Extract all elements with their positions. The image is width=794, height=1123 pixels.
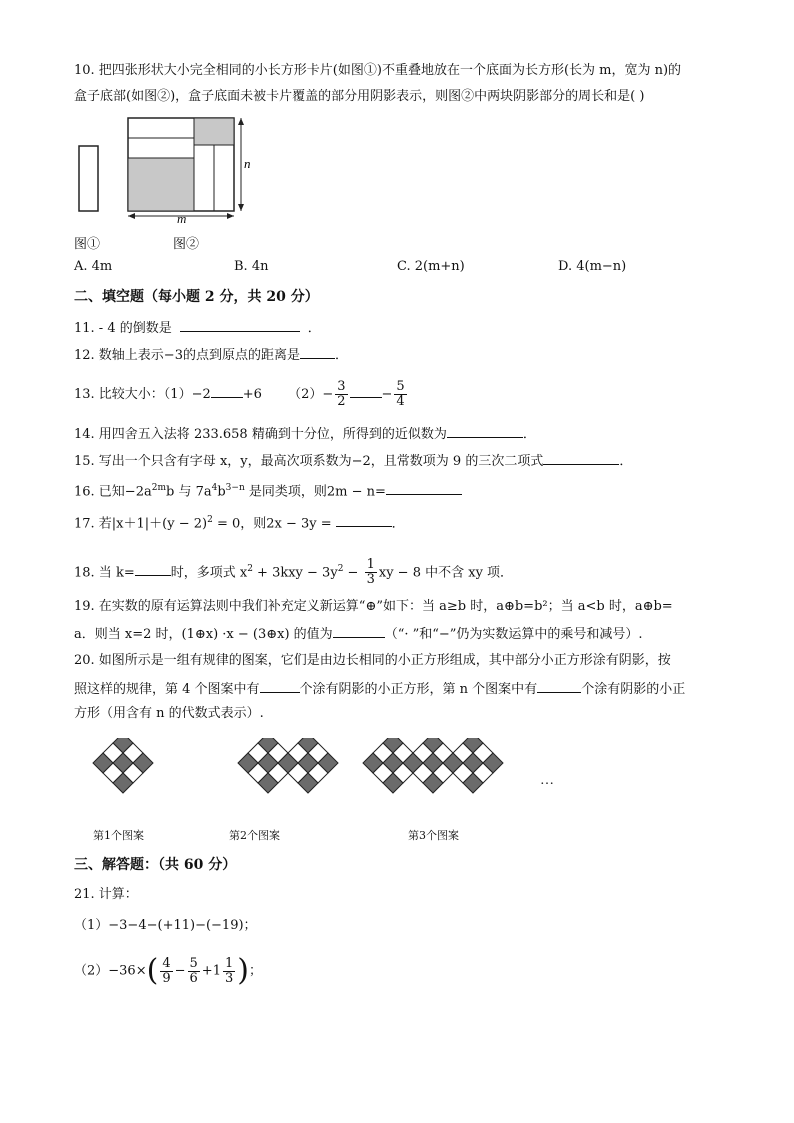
- q20-blank2: [537, 679, 581, 693]
- q11-blank: [180, 318, 300, 332]
- q21-title: 21. 计算：: [74, 887, 138, 902]
- q21-part2: （2）−36×( $\frac{4}{9}$ − $\frac{5}{6}$ +1 $\frac{1}{3}$ )；: [74, 953, 262, 988]
- q18: 18. 当 k= 时，多项式 $x^2 + 3kxy - 3y^2$ − $\frac{1}{3}$ xy − 8 中不含 xy 项．: [74, 557, 514, 588]
- q13-blank1: [211, 384, 243, 398]
- fig1-caption: 图①: [74, 237, 101, 252]
- q21-fraction2: $\frac{5}{6}$: [189, 955, 198, 986]
- q20-line2: 照这样的规律，第 4 个图案中有 个涂有阴影的小正方形，第 n 个图案中有 个涂有阴影的小正: [74, 679, 685, 699]
- q13-blank2: [350, 384, 382, 398]
- q20-line1: 20. 如图所示是一组有规律的图案，它们是由边长相同的小正方形组成，其中部分小正方形涂有阴影，按: [74, 653, 671, 668]
- fig2-shade-bottom: [128, 158, 194, 211]
- q15: 15. 写出一个只含有字母 x，y，最高次项系数为−2，且常数项为 9 的三次二项式 ．: [74, 451, 632, 471]
- q20-line3: 方形（用含有 n 的代数式表示）.: [74, 706, 264, 721]
- q12: 12. 数轴上表示−3的点到原点的距离是 ．: [74, 345, 348, 365]
- q13: 13. 比较大小：（1）−2 +6 （2）− $\frac{3}{2}$ − $\frac{5}{4}$: [74, 379, 405, 409]
- q13-fraction1: $\frac{3}{2}$: [337, 379, 346, 409]
- q15-blank: [543, 451, 619, 465]
- q10-figure: [74, 113, 274, 231]
- q14-blank: [447, 424, 523, 438]
- q19-blank: [333, 624, 385, 638]
- q21-fraction1: $\frac{4}{9}$: [162, 955, 171, 986]
- section3-title: 三、解答题：（共 60 分）: [74, 857, 237, 873]
- q20-caption-1: 第1个图案: [93, 829, 144, 842]
- q16-blank: [386, 481, 462, 495]
- q12-blank: [300, 345, 335, 359]
- q20-caption-3: 第3个图案: [408, 829, 459, 842]
- q10-line1: 10. 把四张形状大小完全相同的小长方形卡片(如图①)不重叠地放在一个底面为长方形(长为 m，宽为 n)的: [74, 63, 682, 78]
- fig2-shade-top: [194, 118, 234, 145]
- fig1-card: [79, 146, 98, 211]
- q10-line2: 盒子底部(如图②)，盒子底面未被卡片覆盖的部分用阴影表示，则图②中两块阴影部分的周长和是( ): [74, 89, 645, 104]
- q21-fraction3: $\frac{1}{3}$: [224, 955, 234, 986]
- q18-blank: [135, 562, 171, 576]
- q20-caption-2: 第2个图案: [229, 829, 280, 842]
- q11: 11. - 4 的倒数是 ．: [74, 318, 321, 338]
- q21-part1: （1）−3−4−(+11)−(−19)；: [74, 918, 257, 933]
- q10-option-c: C. 2(m+n): [397, 259, 465, 274]
- q20-ellipsis: …: [540, 773, 554, 788]
- label-n: n: [244, 156, 251, 171]
- fig2-caption: 图②: [173, 237, 200, 252]
- q10-option-d: D. 4(m−n): [558, 259, 627, 274]
- q10-option-b: B. 4n: [234, 259, 269, 274]
- q17: 17. 若$|x+1|+(y - 2)^2 = 0$，则2x − 3y = ．: [74, 515, 405, 532]
- q20-patterns: [78, 738, 578, 818]
- q13-fraction2: $\frac{5}{4}$: [396, 379, 405, 409]
- q16: 16. 已知$-2a^{2m}b$ 与 $7a^4b^{3-n}$ 是同类项，则2m − n=: [74, 479, 462, 501]
- q17-blank: [336, 513, 392, 527]
- q18-fraction: $\frac{1}{3}$: [366, 557, 375, 588]
- q20-blank1: [260, 679, 300, 693]
- label-m: m: [177, 211, 187, 226]
- section2-title: 二、填空题（每小题 2 分，共 20 分）: [74, 289, 319, 305]
- q19-line1: 19. 在实数的原有运算法则中我们补充定义新运算“⊕”如下：当 a≥b 时，a⊕b=b²；当 a<b 时，a⊕b=: [74, 599, 673, 614]
- q19-line2: a．则当 x=2 时，(1⊕x) ·x − (3⊕x) 的值为 （“· ”和“−”仍为实数运算中的乘号和减号）.: [74, 624, 643, 644]
- q14: 14. 用四舍五入法将 233.658 精确到十分位，所得到的近似数为 ．: [74, 424, 536, 444]
- q10-option-a: A. 4m: [74, 259, 113, 274]
